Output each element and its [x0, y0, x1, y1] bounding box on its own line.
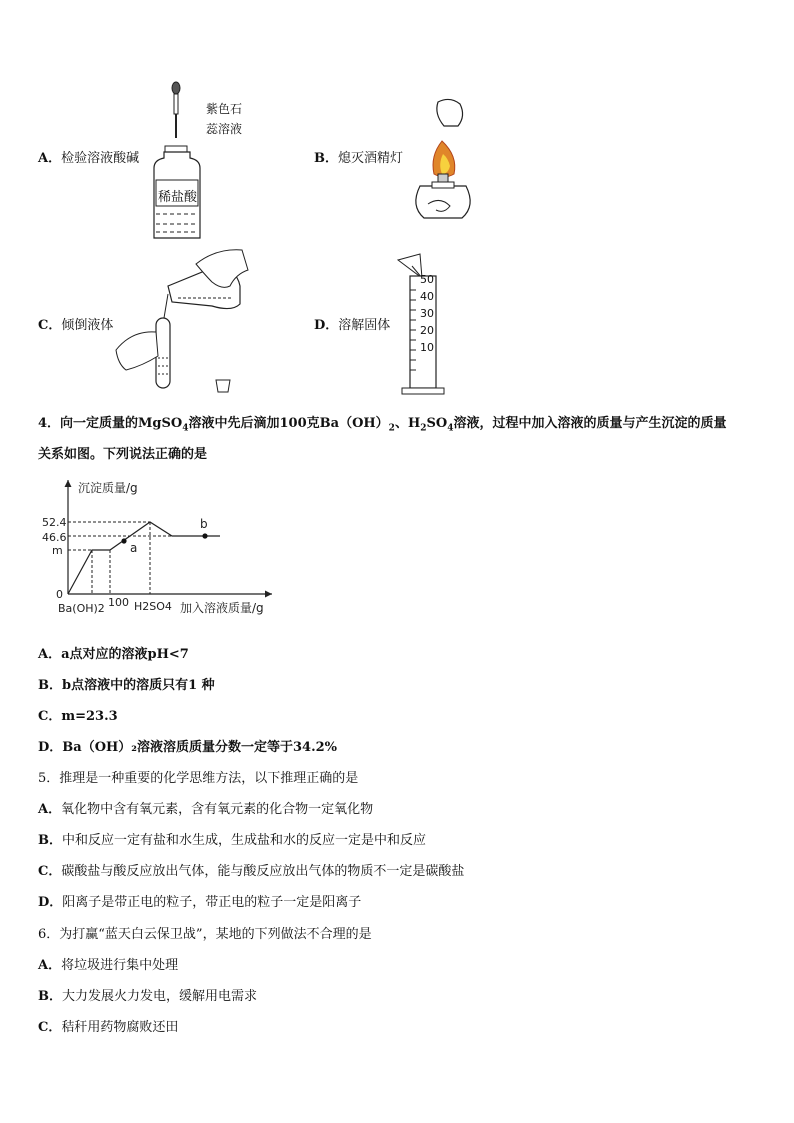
option-text: 将垃圾进行集中处理 [61, 958, 179, 973]
option-text: Ba（OH）₂溶液溶质质量分数一定等于34.2% [62, 740, 338, 755]
option-letter: D． [314, 318, 339, 333]
option-text: 大力发展火力发电，缓解用电需求 [62, 989, 258, 1004]
question-number: 5． [38, 771, 60, 786]
y-tick-label: m [52, 544, 63, 557]
option-letter: D． [38, 895, 63, 910]
option-text: 熄灭酒精灯 [338, 151, 404, 166]
series-line [68, 522, 220, 594]
option-text: 碳酸盐与酸反应放出气体，能与酸反应放出气体的物质不一定是碳酸盐 [61, 864, 465, 879]
option-letter: B． [314, 151, 338, 166]
option-letter: A． [38, 151, 62, 166]
pouring-liquid-figure [112, 246, 252, 396]
q3-option-a[interactable] [38, 151, 139, 167]
q6-option-c[interactable] [38, 1020, 178, 1036]
option-letter: C． [38, 318, 62, 333]
cylinder-tick: 20 [420, 324, 434, 337]
option-letter: D． [38, 740, 63, 755]
x-tick-label: Ba(OH)2 [58, 602, 105, 615]
q4-option-b[interactable] [38, 678, 215, 694]
option-letter: A． [38, 958, 62, 973]
q6-option-a[interactable] [38, 958, 178, 974]
option-letter: C． [38, 864, 62, 879]
dropper-label-2: 蕊溶液 [206, 122, 243, 136]
option-text: 阳离子是带正电的粒子，带正电的粒子一定是阳离子 [62, 895, 362, 910]
alcohol-lamp-figure [400, 96, 480, 226]
option-text: 检验溶液酸碱 [61, 151, 140, 166]
option-text: 秸秆用药物腐败还田 [61, 1020, 179, 1035]
q3-option-d[interactable] [314, 318, 390, 334]
point-label-b: b [200, 517, 208, 531]
option-letter: B． [38, 833, 62, 848]
q3-option-b[interactable] [314, 151, 403, 167]
y-tick-label: 0 [56, 588, 63, 601]
q5-option-b[interactable] [38, 833, 426, 849]
q6-stem: 6．为打赢“蓝天白云保卫战”，某地的下列做法不合理的是 [38, 927, 372, 942]
option-letter: A． [38, 802, 62, 817]
cylinder-tick: 40 [420, 290, 434, 303]
option-text: a点对应的溶液pH<7 [61, 647, 189, 662]
q3-option-c[interactable] [38, 318, 113, 334]
point-b [202, 533, 207, 538]
dropper-label-1: 紫色石 [206, 102, 243, 116]
q6-option-b[interactable] [38, 989, 257, 1005]
option-text: 中和反应一定有盐和水生成，生成盐和水的反应一定是中和反应 [62, 833, 427, 848]
q4-stem-line1: 4．向一定质量的MgSO$_4$溶液中先后滴加100克$Ba(OH)_2$、$H_2SO_4$溶液，过程中加入溶液的质量与产生沉淀的质量 [38, 416, 727, 434]
y-tick-label: 52.4 [42, 516, 67, 529]
option-text: 氧化物中含有氧元素，含有氧元素的化合物一定氧化物 [61, 802, 374, 817]
cylinder-tick: 50 [420, 273, 434, 286]
q4-option-c[interactable] [38, 709, 118, 725]
bottle-label: 稀盐酸 [158, 190, 198, 205]
x-tick-label: H2SO4 [134, 600, 172, 613]
question-number: 6． [38, 927, 60, 942]
q5-option-d[interactable] [38, 895, 361, 911]
question-number: 4． [38, 416, 61, 431]
option-text: b点溶液中的溶质只有1 种 [62, 678, 215, 693]
option-letter: C． [38, 1020, 62, 1035]
q4-stem-line2: 关系如图。下列说法正确的是 [38, 447, 208, 462]
point-a [121, 538, 126, 543]
option-text: 倾倒液体 [61, 318, 114, 333]
q5-option-a[interactable] [38, 802, 373, 818]
option-letter: B． [38, 678, 62, 693]
option-text: 溶解固体 [338, 318, 391, 333]
litmus-test-figure [150, 78, 260, 240]
q5-stem: 5．推理是一种重要的化学思维方法，以下推理正确的是 [38, 771, 359, 786]
option-letter: B． [38, 989, 62, 1004]
x-tick-label: 100 [108, 596, 129, 609]
precipitate-mass-chart [42, 470, 290, 620]
option-letter: C． [38, 709, 62, 724]
q4-option-d[interactable] [38, 740, 337, 756]
option-letter: A． [38, 647, 62, 662]
cylinder-tick: 10 [420, 341, 434, 354]
q4-option-a[interactable] [38, 647, 189, 663]
q5-option-c[interactable] [38, 864, 464, 880]
option-text: m=23.3 [61, 709, 118, 724]
y-axis-label: 沉淀质量/g [78, 481, 138, 495]
point-label-a: a [130, 541, 138, 555]
cylinder-scale [420, 271, 434, 356]
y-tick-label: 46.6 [42, 531, 67, 544]
x-axis-label: 加入溶液质量/g [180, 601, 264, 615]
cylinder-tick: 30 [420, 307, 434, 320]
